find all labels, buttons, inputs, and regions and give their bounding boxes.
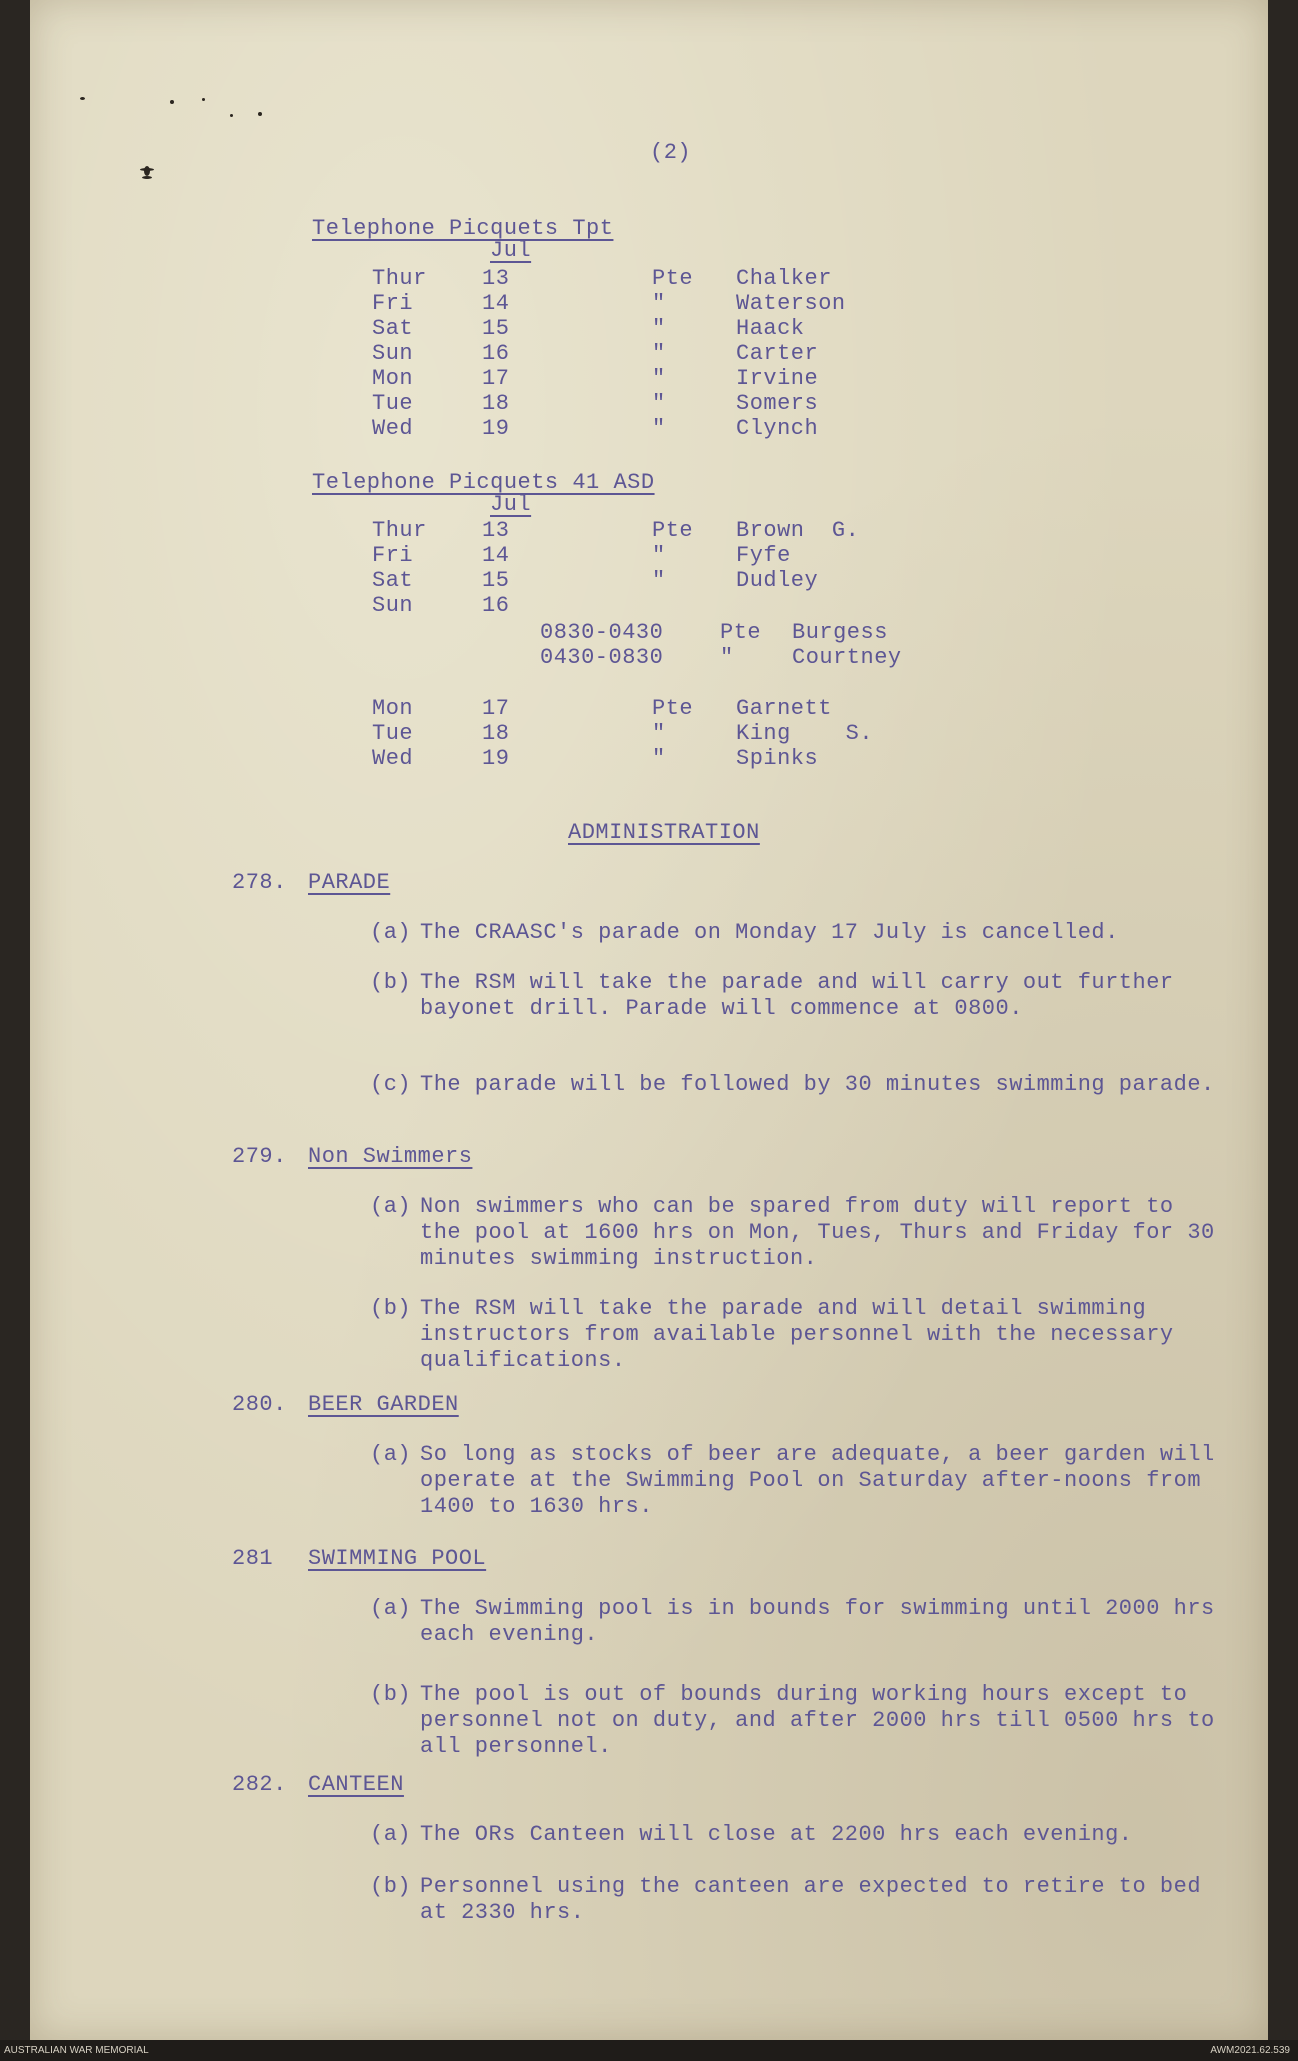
row-day: Sun <box>372 341 414 366</box>
footer-reference: AWM2021.62.539 <box>1210 2045 1290 2056</box>
row-name: Fyfe <box>736 543 791 568</box>
row-name: Clynch <box>736 416 819 441</box>
row-rank: " <box>652 366 666 391</box>
picquets-asd-month: Jul <box>490 492 532 517</box>
row-day: Tue <box>372 721 414 746</box>
shift-name: Burgess <box>792 620 888 645</box>
item-text: So long as stocks of beer are adequate, a beer garden will operate at the Swimming Pool on Saturday after-noons from 1400 to 1630 hrs. <box>420 1442 1215 1519</box>
row-date: 15 <box>482 316 510 341</box>
row-name: Somers <box>736 391 819 416</box>
row-rank: " <box>652 291 666 316</box>
row-rank: Pte <box>652 266 694 291</box>
row-date: 14 <box>482 543 510 568</box>
section-title: Non Swimmers <box>308 1144 473 1169</box>
row-rank: " <box>652 543 666 568</box>
row-date: 17 <box>482 366 510 391</box>
shift-time: 0430-0830 <box>540 645 664 670</box>
row-day: Wed <box>372 416 414 441</box>
shift-time: 0830-0430 <box>540 620 664 645</box>
item-text: Personnel using the canteen are expected to retire to bed at 2330 hrs. <box>420 1874 1202 1925</box>
row-day: Mon <box>372 366 414 391</box>
administration-heading: ADMINISTRATION <box>568 820 760 845</box>
row-name: Spinks <box>736 746 819 771</box>
row-date: 17 <box>482 696 510 721</box>
item-text: Non swimmers who can be spared from duty will report to the pool at 1600 hrs on Mon, Tues, Thurs and Friday for 30 minutes swimming instruction. <box>420 1194 1215 1271</box>
item-text: The RSM will take the parade and will detail swimming instructors from available personnel with the necessary qualifications. <box>420 1296 1174 1373</box>
row-date: 16 <box>482 593 510 618</box>
item-label: (b) <box>370 1682 412 1707</box>
row-rank: " <box>652 391 666 416</box>
item-label: (a) <box>370 920 412 945</box>
page-number: (2) <box>650 140 692 165</box>
row-day: Wed <box>372 746 414 771</box>
row-day: Sat <box>372 568 414 593</box>
section-number: 278. <box>232 870 287 895</box>
picquets-tpt-month: Jul <box>490 238 532 263</box>
row-day: Thur <box>372 266 427 291</box>
row-name: Haack <box>736 316 805 341</box>
row-date: 13 <box>482 518 510 543</box>
item-label: (a) <box>370 1596 412 1621</box>
item-label: (a) <box>370 1194 412 1219</box>
row-day: Thur <box>372 518 427 543</box>
item-label: (b) <box>370 1296 412 1321</box>
row-rank: " <box>652 746 666 771</box>
row-day: Sun <box>372 593 414 618</box>
shift-name: Courtney <box>792 645 902 670</box>
shift-rank: " <box>720 645 734 670</box>
picquets-asd-heading: Telephone Picquets 41 ASD <box>312 470 655 495</box>
item-label: (b) <box>370 1874 412 1899</box>
section-title: PARADE <box>308 870 391 895</box>
picquets-tpt-heading: Telephone Picquets Tpt <box>312 216 614 241</box>
row-date: 14 <box>482 291 510 316</box>
row-name: King S. <box>736 721 874 746</box>
row-rank: " <box>652 721 666 746</box>
row-rank: Pte <box>652 696 694 721</box>
item-text: The ORs Canteen will close at 2200 hrs each evening. <box>420 1822 1133 1847</box>
row-rank: " <box>652 416 666 441</box>
row-name: Brown G. <box>736 518 860 543</box>
row-day: Sat <box>372 316 414 341</box>
row-date: 19 <box>482 746 510 771</box>
row-rank: " <box>652 316 666 341</box>
item-text: The parade will be followed by 30 minutes swimming parade. <box>420 1072 1215 1097</box>
row-day: Fri <box>372 543 414 568</box>
item-text: The CRAASC's parade on Monday 17 July is cancelled. <box>420 920 1119 945</box>
section-number: 281 <box>232 1546 274 1571</box>
row-rank: " <box>652 341 666 366</box>
row-name: Chalker <box>736 266 832 291</box>
row-day: Tue <box>372 391 414 416</box>
row-date: 18 <box>482 391 510 416</box>
section-number: 282. <box>232 1772 287 1797</box>
section-title: SWIMMING POOL <box>308 1546 487 1571</box>
row-date: 19 <box>482 416 510 441</box>
row-date: 13 <box>482 266 510 291</box>
row-date: 18 <box>482 721 510 746</box>
row-name: Dudley <box>736 568 819 593</box>
row-name: Garnett <box>736 696 832 721</box>
row-date: 16 <box>482 341 510 366</box>
item-label: (c) <box>370 1072 412 1097</box>
item-text: The Swimming pool is in bounds for swimming until 2000 hrs each evening. <box>420 1596 1215 1647</box>
row-rank: " <box>652 568 666 593</box>
section-number: 279. <box>232 1144 287 1169</box>
archive-footer <box>0 2040 1298 2061</box>
row-day: Fri <box>372 291 414 316</box>
item-label: (a) <box>370 1822 412 1847</box>
row-name: Carter <box>736 341 819 366</box>
section-title: CANTEEN <box>308 1772 404 1797</box>
row-name: Irvine <box>736 366 819 391</box>
row-date: 15 <box>482 568 510 593</box>
shift-rank: Pte <box>720 620 762 645</box>
row-day: Mon <box>372 696 414 721</box>
document-page <box>30 0 1268 2040</box>
footer-source: AUSTRALIAN WAR MEMORIAL <box>4 2045 149 2056</box>
item-label: (b) <box>370 970 412 995</box>
row-rank: Pte <box>652 518 694 543</box>
item-label: (a) <box>370 1442 412 1467</box>
item-text: The pool is out of bounds during working hours except to personnel not on duty, and after 2000 hrs till 0500 hrs to all personnel. <box>420 1682 1215 1759</box>
row-name: Waterson <box>736 291 846 316</box>
section-title: BEER GARDEN <box>308 1392 459 1417</box>
item-text: The RSM will take the parade and will carry out further bayonet drill. Parade will commence at 0800. <box>420 970 1174 1021</box>
section-number: 280. <box>232 1392 287 1417</box>
